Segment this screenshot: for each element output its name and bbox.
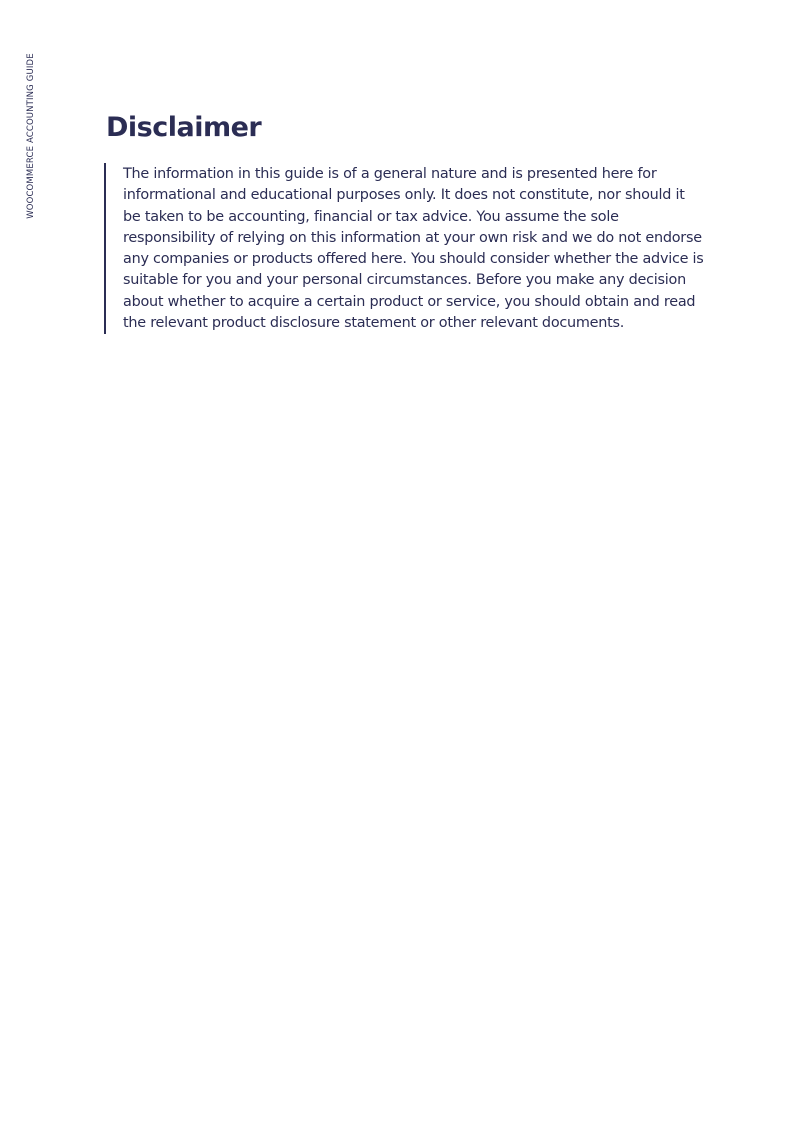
page-title: Disclaimer — [106, 112, 262, 143]
side-running-header: WOOCOMMERCE ACCOUNTING GUIDE — [26, 53, 36, 219]
disclaimer-block — [104, 163, 704, 334]
disclaimer-text: The information in this guide is of a general nature and is presented here for informational and educational purposes only. It does not constitute, nor should it be taken to be accounting, financial or tax advice. You assume the sole responsibility of relying on this information at your own risk and we do not endorse any companies or products offered here. You should consider whether the advice is suitable for you and your personal circumstances. Before you make any decision about whether to acquire a certain product or service, you should obtain and read the relevant product disclosure statement or other relevant documents. — [123, 166, 704, 332]
